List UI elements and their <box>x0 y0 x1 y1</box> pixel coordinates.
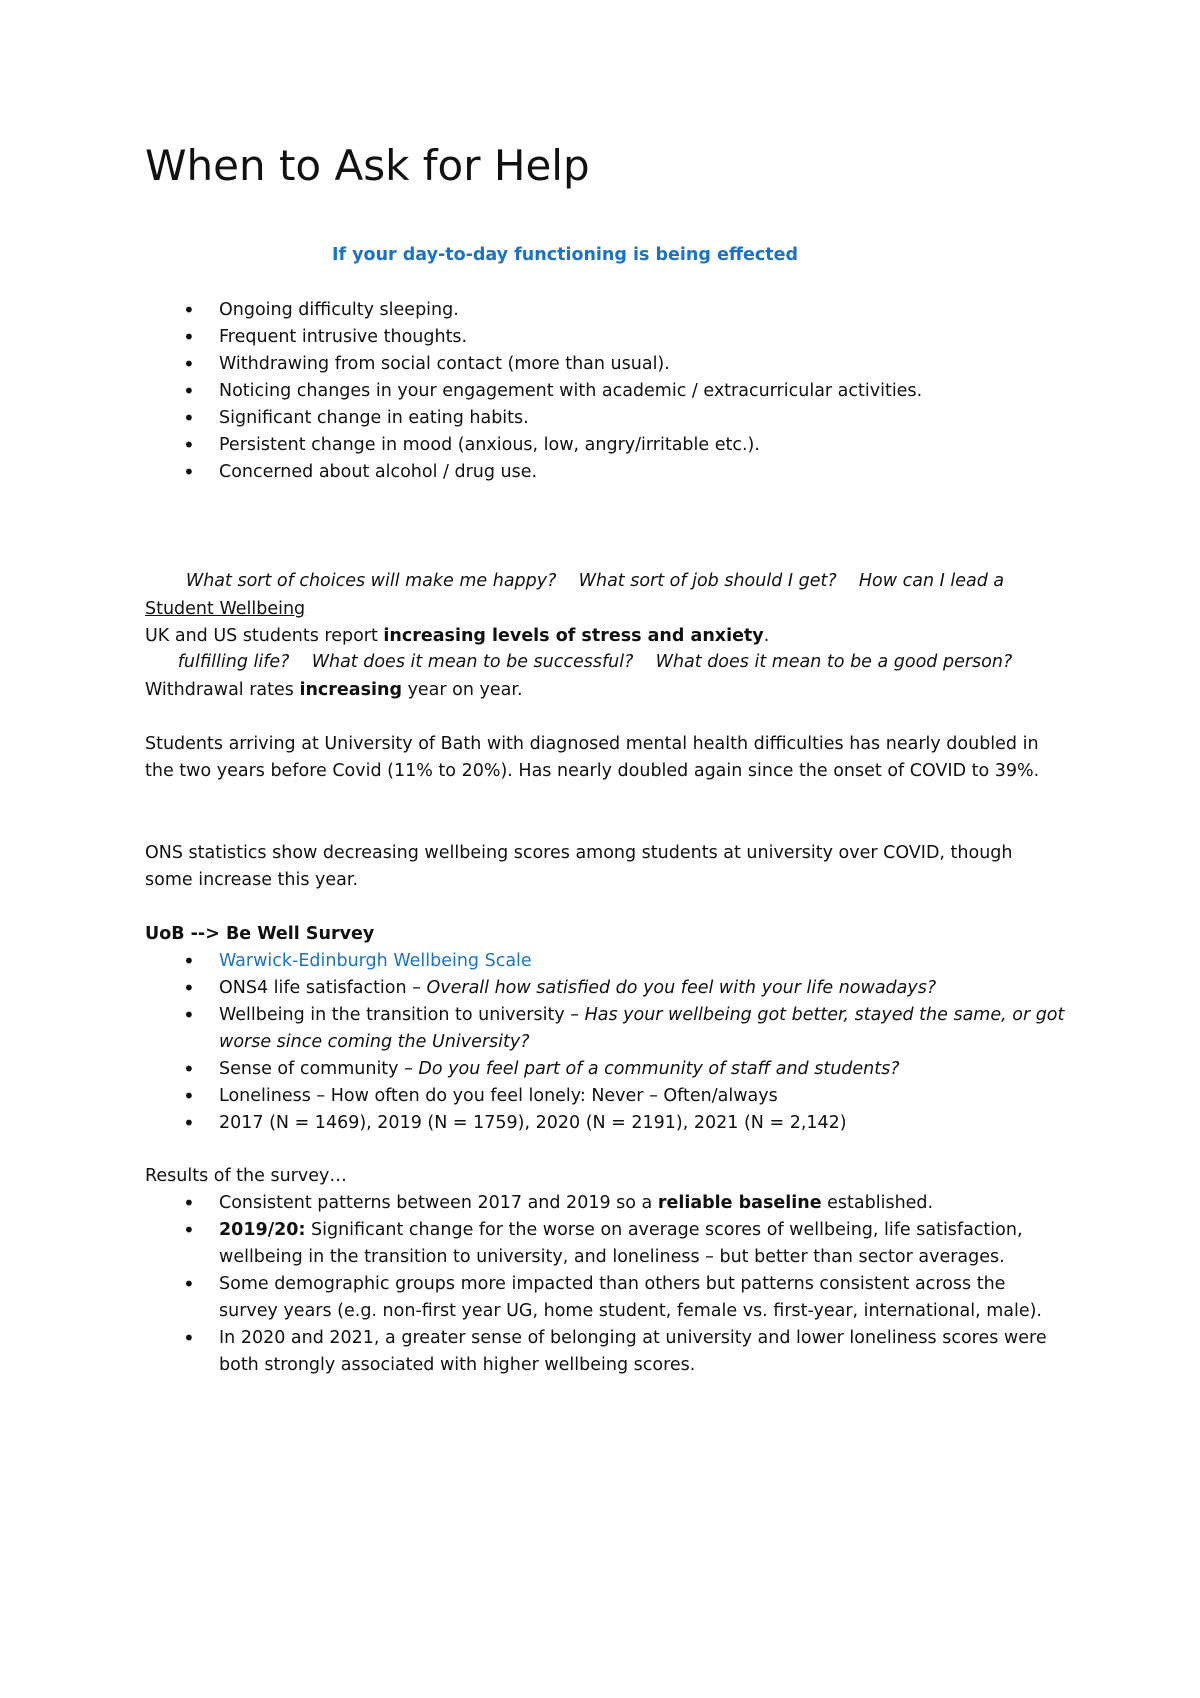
signs-list <box>145 297 1045 486</box>
text-run: . <box>763 626 770 646</box>
text-run: Consistent patterns between 2017 and 2019 so a <box>219 1193 658 1213</box>
text-run-bold: increasing levels of stress and anxiety <box>383 626 764 646</box>
list-item: • Concerned about alcohol / drug use. <box>145 459 1045 486</box>
results-list <box>145 1190 1065 1379</box>
list-item: • Some demographic groups more impacted than others but patterns consistent across the survey years (e.g. non-first year UG, home student, female vs. first-year, international, male). <box>145 1271 1065 1325</box>
text-run: Significant change for the worse on average scores of wellbeing, life satisfaction, wellbeing in the transition to university, and loneliness – but better than sector averages. <box>219 1220 1023 1267</box>
list-item <box>145 948 1065 975</box>
list-item: • Ongoing difficulty sleeping. <box>145 297 1045 324</box>
text-run: Sense of community – <box>219 1059 419 1079</box>
wellbeing-paragraph-3: Students arriving at University of Bath with diagnosed mental health difficulties has nearly doubled in the two years before Covid (11% to 20%). Has nearly doubled again since the onset of COVID to 39%. <box>145 734 1040 781</box>
survey-list <box>145 948 1065 1137</box>
wellbeing-heading-block <box>145 596 1065 623</box>
list-item <box>145 1002 1065 1056</box>
list-item: • In 2020 and 2021, a greater sense of belonging at university and lower loneliness scores were both strongly associated with higher wellbeing scores. <box>145 1325 1065 1379</box>
text-run: Withdrawal rates <box>145 680 300 700</box>
list-item: • Withdrawing from social contact (more than usual). <box>145 351 1045 378</box>
section-heading-wellbeing: Student Wellbeing <box>145 599 306 619</box>
wellbeing-paragraph-1 <box>145 623 1065 650</box>
questions-line-1: What sort of choices will make me happy? What sort of job should I get? How can I lead a <box>185 571 1005 591</box>
list-item: • 2017 (N = 1469), 2019 (N = 1759), 2020 (N = 2191), 2021 (N = 2,142) <box>145 1110 1065 1137</box>
text-run: established. <box>821 1193 934 1213</box>
text-run: ONS4 life satisfaction – <box>219 978 427 998</box>
list-item <box>145 1056 1065 1083</box>
results-heading: Results of the survey… <box>145 1166 347 1186</box>
list-item: • Noticing changes in your engagement with academic / extracurricular activities. <box>145 378 1045 405</box>
questions-line-2: fulfilling life? What does it mean to be successful? What does it mean to be a good person? <box>177 652 1013 672</box>
text-run-italic: Do you feel part of a community of staff and students? <box>418 1059 900 1079</box>
text-run: UK and US students report <box>145 626 384 646</box>
survey-heading: UoB --> Be Well Survey <box>145 924 375 944</box>
text-run-italic: Has your wellbeing got better, stayed the same, or got worse since coming the University? <box>219 1005 1065 1052</box>
wellbeing-scale-link[interactable]: Warwick-Edinburgh Wellbeing Scale <box>219 951 532 971</box>
list-item <box>145 1217 1065 1271</box>
list-item <box>145 975 1065 1002</box>
text-run-bold: increasing <box>299 680 402 700</box>
text-run: year on year. <box>402 680 523 700</box>
list-item: • Loneliness – How often do you feel lonely: Never – Often/always <box>145 1083 1065 1110</box>
text-run-italic: Overall how satisfied do you feel with your life nowadays? <box>426 978 937 998</box>
text-run-bold: 2019/20: <box>219 1220 306 1240</box>
list-item: • Frequent intrusive thoughts. <box>145 324 1045 351</box>
text-run-bold: reliable baseline <box>657 1193 822 1213</box>
page-title: When to Ask for Help <box>145 141 590 190</box>
list-item <box>145 1190 1065 1217</box>
list-item: • Significant change in eating habits. <box>145 405 1045 432</box>
list-item: • Persistent change in mood (anxious, low, angry/irritable etc.). <box>145 432 1045 459</box>
wellbeing-paragraph-2 <box>145 677 1065 704</box>
wellbeing-paragraph-4: ONS statistics show decreasing wellbeing scores among students at university over COVID, though some increase this year. <box>145 843 1013 890</box>
text-run: Wellbeing in the transition to university – <box>219 1005 585 1025</box>
subheading: If your day-to-day functioning is being effected <box>331 245 799 265</box>
